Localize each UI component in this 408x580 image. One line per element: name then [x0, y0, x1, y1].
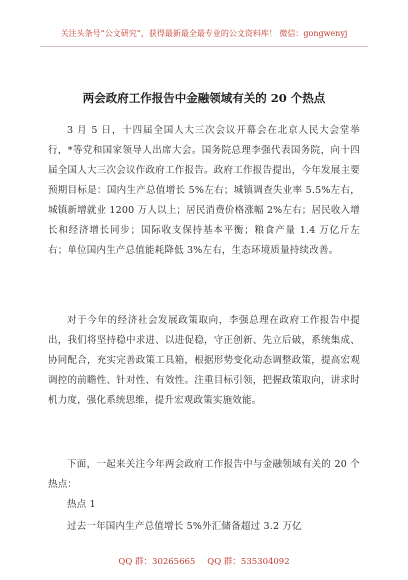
footer-qq-group-1: QQ 群：30265665 [118, 557, 196, 567]
paragraph-hotspot-1: 过去一年国内生产总值增长 5%外汇储备超过 3.2 万亿 [67, 521, 302, 532]
document-title: 两会政府工作报告中金融领域有关的 20 个热点 [82, 91, 326, 105]
hotspot-heading: 热点 1 [67, 499, 96, 510]
footer-qq-groups [104, 556, 304, 568]
header-divider [40, 46, 368, 47]
paragraph-intro: 3 月 5 日，十四届全国人大三次会议开幕会在北京人民大会堂举行，*等党和国家领导人出席大会。国务院总理李强代表国务院，向十四届全国人大三次会议作政府工作报告。政府工作报告提出，今年发展主要预期目标是：国内生产总值增长 5%左右；城镇调查失业率 5.5%左右，城镇新增就业 1200 万人以上；居民消费价格涨幅 2%左右；居民收入增长和经济增长同步；国际收支保持基本平衡；粮食产量 1.4 万亿斤左右；单位国内生产总值能耗降低 3%左右，生态环境质量持续改善。 [48, 125, 361, 256]
paragraph-lead-in: 下面，一起来关注今年两会政府工作报告中与金融领域有关的 20 个热点： [48, 459, 360, 490]
header-note: 关注头条号“公文研究”，获得最新最全最专业的公文资料库！ 微信：gongwenyj [60, 29, 348, 38]
footer-qq-group-2: QQ 群：535304092 [207, 557, 290, 567]
paragraph-policy: 对于今年的经济社会发展政策取向，李强总理在政府工作报告中提出，我们将坚持稳中求进、以进促稳，守正创新、先立后破，系统集成、协同配合，充实完善政策工具箱，根据形势变化动态调整政策，提高宏观调控的前瞻性、针对性、有效性。注重目标引领，把握政策取向，讲求时机力度，强化系统思维，提升宏观政策实施效能。 [48, 315, 360, 406]
